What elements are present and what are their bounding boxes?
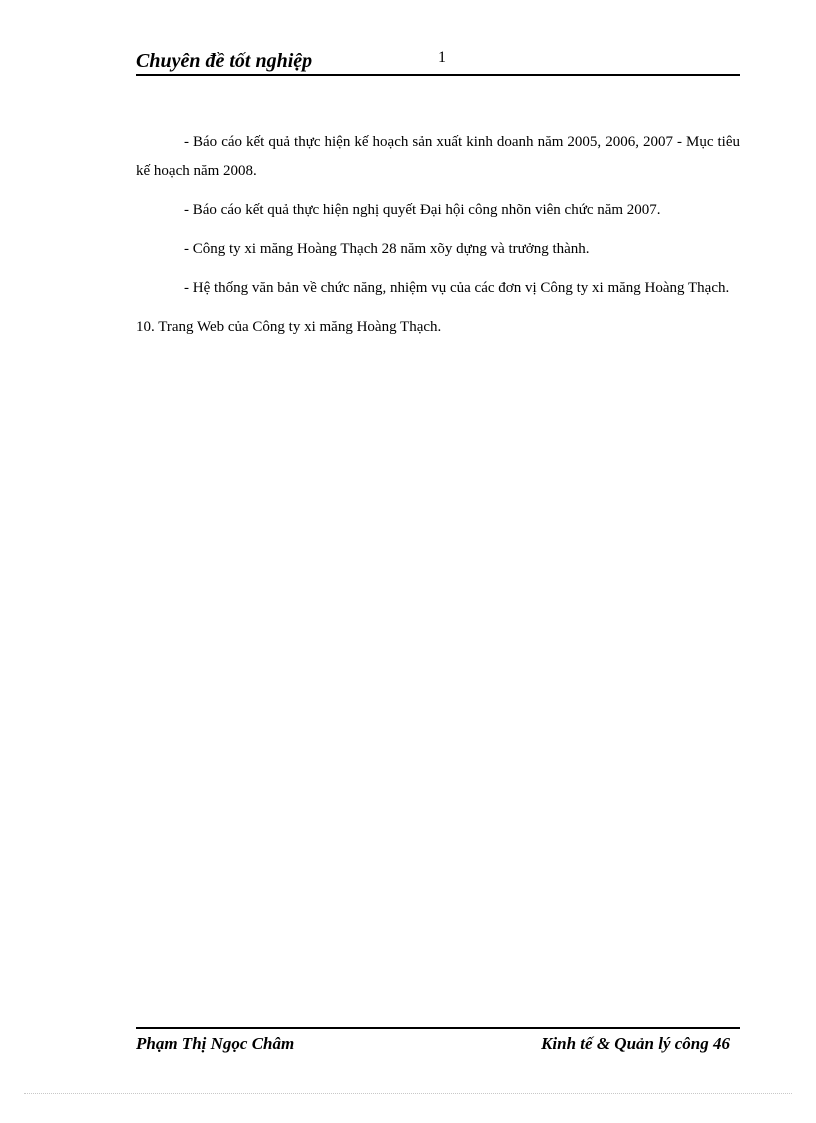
page-bottom-edge bbox=[24, 1093, 792, 1094]
paragraph-item: - Báo cáo kết quả thực hiện nghị quyết Đại hội công nhõn viên chức năm 2007. bbox=[184, 202, 661, 218]
header-title: Chuyên đề tốt nghiệp bbox=[136, 50, 313, 72]
footer-divider bbox=[136, 1027, 740, 1029]
header-divider bbox=[136, 74, 740, 76]
document-body bbox=[136, 128, 740, 352]
footer-department: Kinh tế & Quản lý công 46 bbox=[541, 1034, 730, 1053]
paragraph-item: - Hệ thống văn bản về chức năng, nhiệm vụ của các đơn vị Công ty xi măng Hoàng Thạch. bbox=[184, 280, 730, 296]
paragraph-item: - Báo cáo kết quả thực hiện kế hoạch sản xuất kinh doanh năm 2005, 2006, 2007 - Mục tiêu kế hoạch năm 2008. bbox=[136, 134, 740, 179]
numbered-reference-item: 10. Trang Web của Công ty xi măng Hoàng Thạch. bbox=[136, 319, 442, 335]
footer-author: Phạm Thị Ngọc Châm bbox=[136, 1034, 295, 1053]
paragraph-item: - Công ty xi măng Hoàng Thạch 28 năm xõy dựng và trưởng thành. bbox=[184, 241, 590, 257]
page-header bbox=[136, 46, 740, 76]
header-page-number: 1 bbox=[438, 49, 446, 66]
